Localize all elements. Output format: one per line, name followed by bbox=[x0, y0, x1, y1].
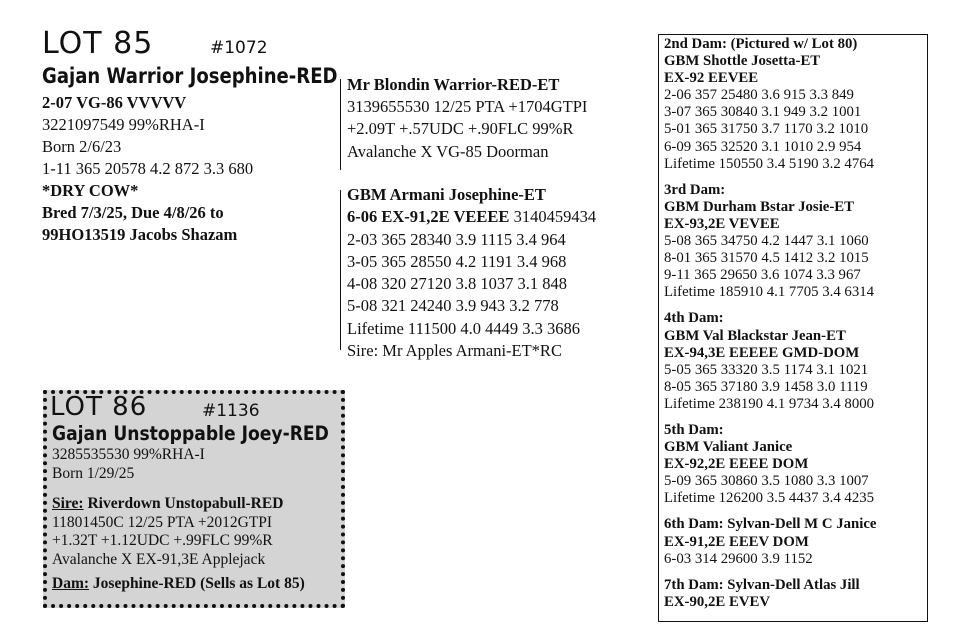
lot-85-line: 2-07 VG-86 VVVVV bbox=[42, 93, 187, 112]
lot-85-line: Born 2/6/23 bbox=[42, 137, 122, 156]
pedigree-record: Lifetime 150550 3.4 5190 3.2 4764 bbox=[664, 155, 875, 172]
dam-line: 6-06 EX-91,2E VEEEE 3140459434 bbox=[347, 207, 597, 227]
pedigree-record: 5-05 365 33320 3.5 1174 3.1 1021 bbox=[664, 361, 869, 378]
pedigree-section bbox=[664, 577, 876, 611]
pedigree-section bbox=[664, 310, 876, 413]
lot-85-line: Bred 7/3/25, Due 4/8/26 to bbox=[42, 203, 224, 222]
pedigree-list bbox=[664, 36, 876, 620]
lot-86-sire-heading bbox=[52, 495, 283, 514]
sire-info bbox=[347, 74, 587, 163]
pedigree-heading: EX-92 EEVEE bbox=[664, 70, 759, 87]
pedigree-heading: EX-92,2E EEEE DOM bbox=[664, 456, 809, 473]
pedigree-record: 5-01 365 31750 3.7 1170 3.2 1010 bbox=[664, 121, 869, 138]
pedigree-record: 2-06 357 25480 3.6 915 3.3 849 bbox=[664, 87, 854, 104]
dam-info bbox=[347, 184, 596, 362]
pedigree-record: Lifetime 185910 4.1 7705 3.4 6314 bbox=[664, 284, 875, 301]
pedigree-heading: GBM Shottle Josetta-ET bbox=[664, 53, 821, 70]
pedigree-section bbox=[664, 422, 876, 507]
pedigree-heading: 7th Dam: Sylvan-Dell Atlas Jill bbox=[664, 576, 860, 593]
pedigree-record: 3-07 365 30840 3.1 949 3.2 1001 bbox=[664, 104, 862, 121]
lot-86-info-line: 3285535530 99%RHA-I bbox=[52, 446, 205, 463]
sire-name: Riverdown Unstopabull-RED bbox=[83, 495, 284, 512]
sire-divider bbox=[340, 79, 341, 170]
pedigree-heading: 5th Dam: bbox=[664, 421, 724, 438]
pedigree-record: 9-11 365 29650 3.6 1074 3.3 967 bbox=[664, 267, 861, 284]
pedigree-record: 6-09 365 32520 3.1 1010 2.9 954 bbox=[664, 138, 862, 155]
lot-86-title: LOT 86 bbox=[50, 392, 148, 422]
pedigree-section bbox=[664, 516, 876, 567]
pedigree-heading: EX-90,2E EVEV bbox=[664, 593, 771, 610]
lot-85-number: #1072 bbox=[210, 38, 268, 58]
pedigree-record: 8-01 365 31570 4.5 1412 3.2 1015 bbox=[664, 250, 869, 267]
sire-line: 3139655530 12/25 PTA +1704GTPI bbox=[347, 97, 588, 117]
lot-86-info bbox=[52, 446, 205, 483]
pedigree-record: 5-08 365 34750 4.2 1447 3.1 1060 bbox=[664, 233, 869, 250]
dam-text: Josephine-RED (Sells as Lot 85) bbox=[89, 575, 305, 592]
pedigree-heading: GBM Valiant Janice bbox=[664, 439, 793, 456]
pedigree-record: 6-03 314 29600 3.9 1152 bbox=[664, 550, 813, 567]
dam-line: GBM Armani Josephine-ET bbox=[347, 185, 546, 204]
pedigree-record: Lifetime 126200 3.5 4437 3.4 4235 bbox=[664, 490, 875, 507]
lot-85-info bbox=[42, 92, 253, 246]
pedigree-section bbox=[664, 36, 876, 173]
pedigree-heading: 2nd Dam: (Pictured w/ Lot 80) bbox=[664, 36, 858, 52]
pedigree-heading: 4th Dam: bbox=[664, 310, 724, 327]
lot-85-line: *DRY COW* bbox=[42, 181, 139, 200]
dam-divider bbox=[340, 190, 341, 350]
lot-86-dam-heading bbox=[52, 575, 305, 594]
sire-line: Mr Blondin Warrior-RED-ET bbox=[347, 75, 560, 94]
lot-85-line: 3221097549 99%RHA-I bbox=[42, 115, 205, 134]
lot-85-line: 99HO13519 Jacobs Shazam bbox=[42, 225, 238, 244]
pedigree-record: 8-05 365 37180 3.9 1458 3.0 1119 bbox=[664, 378, 868, 395]
lot-86-dam bbox=[52, 575, 305, 594]
lot-85-title: LOT 85 bbox=[42, 26, 154, 61]
lot-86-cow-name: Gajan Unstoppable Joey-RED bbox=[52, 422, 329, 445]
dam-line: 4-08 320 27120 3.8 1037 3.1 848 bbox=[347, 274, 567, 294]
dam-line-suffix: 3140459434 bbox=[509, 207, 597, 227]
pedigree-heading: EX-93,2E VEVEE bbox=[664, 215, 780, 232]
pedigree-heading: EX-94,3E EEEEE GMD-DOM bbox=[664, 344, 860, 361]
pedigree-heading: GBM Durham Bstar Josie-ET bbox=[664, 198, 855, 215]
lot-86-info-line: Born 1/29/25 bbox=[52, 464, 135, 482]
dam-label: Dam: bbox=[52, 575, 90, 592]
pedigree-heading: GBM Val Blackstar Jean-ET bbox=[664, 327, 846, 344]
sire-line: Avalanche X VG-85 Doorman bbox=[347, 141, 549, 161]
lot-86-sire-line: 11801450C 12/25 PTA +2012GTPI bbox=[52, 513, 273, 531]
dam-line: 3-05 365 28550 4.2 1191 3.4 968 bbox=[347, 251, 567, 271]
lot-85-line: 1-11 365 20578 4.2 872 3.3 680 bbox=[42, 159, 254, 178]
dam-line: 2-03 365 28340 3.9 1115 3.4 964 bbox=[347, 229, 566, 249]
lot-86-number: #1136 bbox=[202, 401, 260, 421]
sire-label: Sire: bbox=[52, 495, 84, 512]
lot-86-sire bbox=[52, 495, 283, 569]
dam-line: 5-08 321 24240 3.9 943 3.2 778 bbox=[347, 296, 559, 316]
lot-86-sire-line: +1.32T +1.12UDC +.99FLC 99%R bbox=[52, 532, 273, 549]
pedigree-section bbox=[664, 182, 876, 302]
sire-line: +2.09T +.57UDC +.90FLC 99%R bbox=[347, 119, 574, 139]
dam-line: Lifetime 111500 4.0 4449 3.3 3686 bbox=[347, 318, 580, 338]
pedigree-heading: 3rd Dam: bbox=[664, 181, 726, 198]
lot-86-sire-line: Avalanche X EX-91,3E Applejack bbox=[52, 550, 266, 568]
pedigree-record: 5-09 365 30860 3.5 1080 3.3 1007 bbox=[664, 473, 869, 490]
pedigree-record: Lifetime 238190 4.1 9734 3.4 8000 bbox=[664, 395, 875, 412]
pedigree-heading: EX-91,2E EEEV DOM bbox=[664, 533, 809, 550]
pedigree-heading: 6th Dam: Sylvan-Dell M C Janice bbox=[664, 516, 877, 533]
lot-85-cow-name: Gajan Warrior Josephine-RED bbox=[42, 64, 338, 88]
dam-line: Sire: Mr Apples Armani-ET*RC bbox=[347, 341, 562, 361]
